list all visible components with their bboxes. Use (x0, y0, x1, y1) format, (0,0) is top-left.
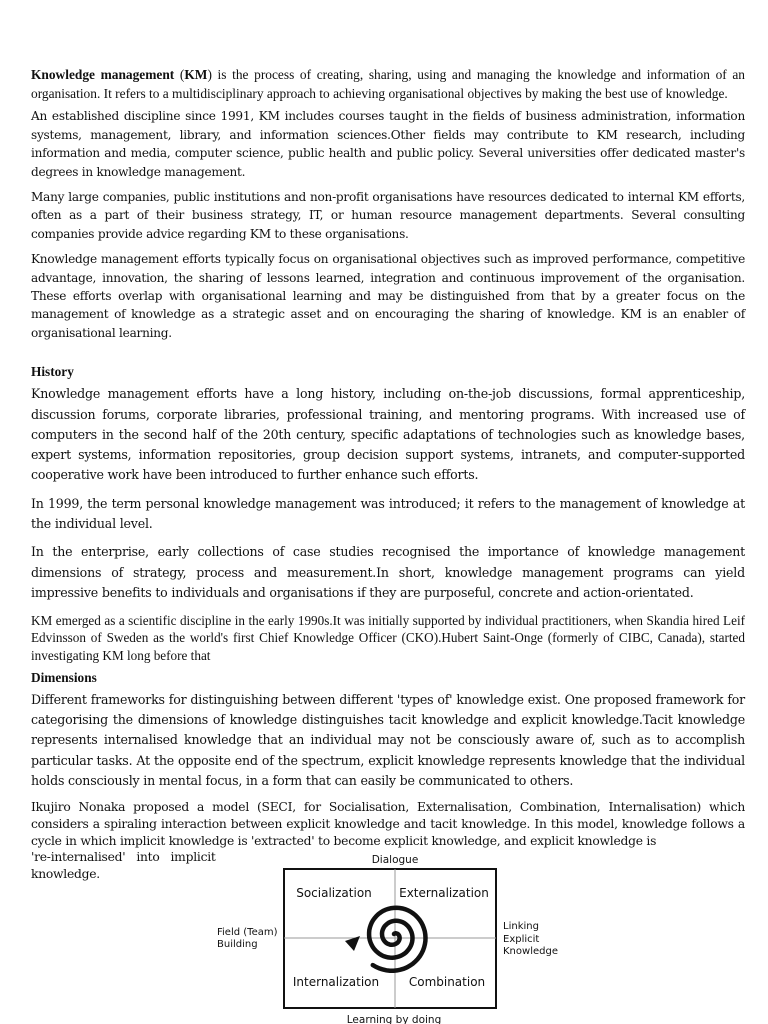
seci-right-label-3: Knowledge (503, 946, 558, 957)
seci-left-label-2: Building (217, 939, 258, 950)
history-paragraph-3: In the enterprise, early collections of case studies recognised the importance of knowledge management dimensions of strategy, process and measurement.In short, knowledge management programs can yield impressive benefits to individuals and organisations if they are purposeful, concrete and action-orientated. (31, 544, 745, 600)
quadrant-combination: Combination (408, 975, 486, 989)
history-paragraph-2: In 1999, the term personal knowledge management was introduced; it refers to the management of knowledge at the individual level. (31, 495, 745, 532)
intro-paragraph-1-text: is the process of creating, sharing, using and managing the knowledge and information of an organisation. It refers to a multidisciplinary approach to achieving organisational objectives by making the best use of knowledge. (31, 67, 746, 101)
quadrant-internalization: Internalization (292, 975, 380, 989)
dimensions-paragraph-2-text: Ikujiro Nonaka proposed a model (SECI, for Socialisation, Externalisation, Combination, Internalisation) which considers a spiraling interaction between explicit knowledge and tacit knowledge. In this model, knowledge follows a cycle in which implicit knowledge is 'extracted' to become explicit knowledge, and explicit knowledge is (31, 800, 745, 848)
intro-paragraph-2: An established discipline since 1991, KM includes courses taught in the fields of business administration, information systems, management, library, and information sciences.Other fields may contribute to KM research, including information and media, computer science, public health and public policy. Several universities offer dedicated master's degrees in knowledge management. (31, 109, 745, 179)
seci-diagram (214, 851, 564, 1024)
term-knowledge-management: Knowledge management (31, 67, 175, 82)
seci-spiral (369, 908, 425, 971)
document-body (31, 66, 745, 882)
quadrant-externalization: Externalization (399, 886, 489, 900)
seci-right-label-2: Explicit (503, 934, 540, 945)
history-paragraph-4: KM emerged as a scientific discipline in the early 1990s.It was initially supported by individual practitioners, when Skandia hired Leif Edvinsson of Sweden as the world's first Chief Knowledge Officer (CKO).Hubert Saint-Onge (formerly of CIBC, Canada), started investigating KM long before that (31, 613, 745, 663)
seci-bottom-label: Learning by doing (346, 1014, 442, 1024)
seci-right-label-1: Linking (503, 921, 539, 932)
intro-paragraph-4: Knowledge management efforts typically focus on organisational objectives such as improved performance, competitive advantage, innovation, the sharing of lessons learned, integration and continuous improvement of the organisation. These efforts overlap with organisational learning and may be distinguished from that by a greater focus on the management of knowledge as a strategic asset and on encouraging the sharing of knowledge. KM is an enabler of organisational learning. (31, 252, 745, 340)
quadrant-socialization: Socialization (296, 886, 372, 900)
seci-left-label-1: Field (Team) (217, 927, 278, 938)
dimensions-paragraph-2-end: knowledge. (31, 866, 100, 881)
history-heading: History (31, 364, 74, 380)
dimensions-paragraph-1: Different frameworks for distinguishing between different 'types of' knowledge exist. One proposed framework for categorising the dimensions of knowledge distinguishes tacit knowledge and explicit knowledge.Tacit knowledge represents internalised knowledge that an individual may not be consciously aware of, such as to accomplish particular tasks. At the opposite end of the spectrum, explicit knowledge represents knowledge that the individual holds consciously in mental focus, in a form that can easily be communicated to others. (31, 691, 745, 789)
intro-paragraph-3: Many large companies, public institutions and non-profit organisations have resources dedicated to internal KM efforts, often as a part of their business strategy, IT, or human resource management departments. Several consulting companies provide advice regarding KM to these organisations. (31, 190, 745, 241)
intro-paragraph-1: Knowledge management (KM) is the process of creating, sharing, using and managing the knowledge and information of an organisation. It refers to a multidisciplinary approach to achieving organisational objectives by making the best use of knowledge. (31, 67, 746, 101)
dimensions-heading: Dimensions (31, 669, 97, 685)
seci-top-label: Dialogue (371, 854, 419, 866)
term-km: KM (184, 67, 208, 82)
dimensions-paragraph-2-line: 're-internalised' into implicit (31, 850, 216, 865)
history-paragraph-1: Knowledge management efforts have a long history, including on-the-job discussions, formal apprenticeship, discussion forums, corporate libraries, professional training, and mentoring programs. With increased use of computers in the second half of the 20th century, specific adaptations of technologies such as knowledge bases, expert systems, information repositories, group decision support systems, intranets, and computer-supported cooperative work have been introduced to further enhance such efforts. (31, 386, 745, 483)
